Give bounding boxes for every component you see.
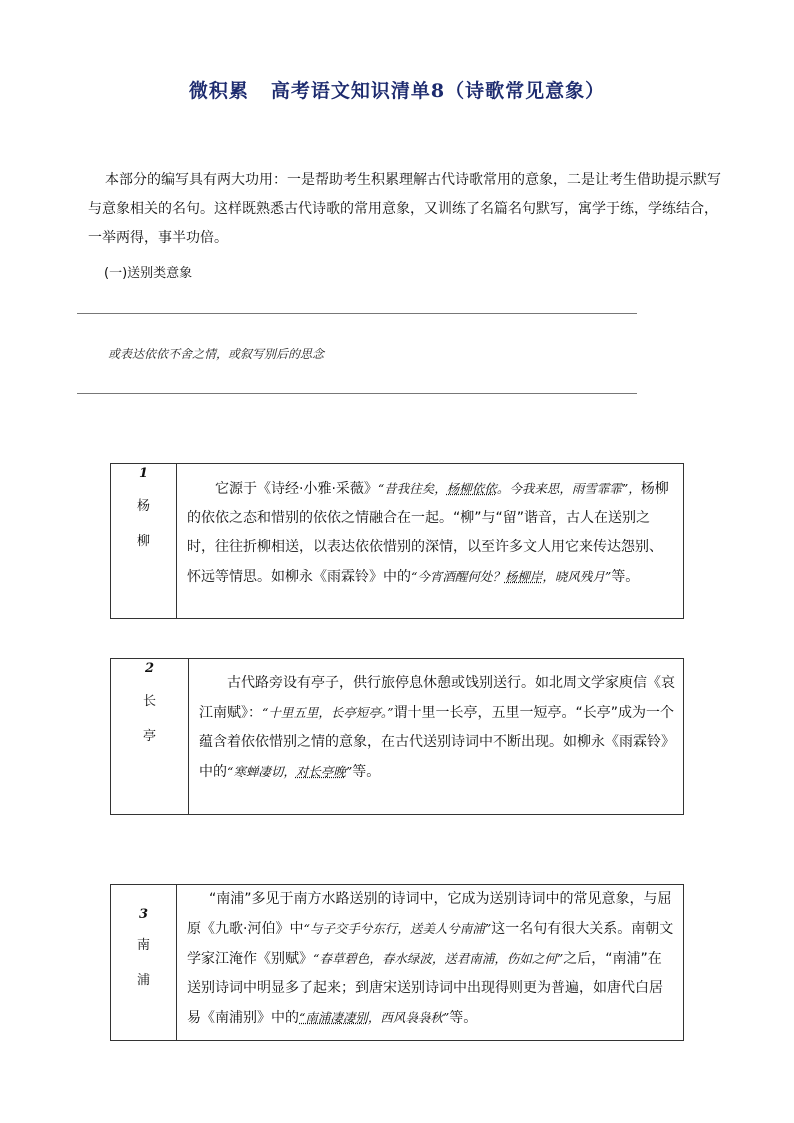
card-char: 柳 — [136, 534, 150, 549]
title-prefix: 微积累 — [188, 80, 249, 102]
card-number: 1 — [138, 466, 149, 481]
card-char: 长 — [142, 694, 156, 709]
imagery-card-1 — [110, 463, 684, 619]
intro-paragraph: 本部分的编写具有两大功用：一是帮助考生积累理解古代诗歌常用的意象，二是让考生借助提示默写与意象相关的名句。这样既熟悉古代诗歌的常用意象，又训练了名篇名句默写，寓学于练，学练结合，一举两得，事半功倍。 — [88, 172, 721, 246]
card-text: 古代路旁设有亭子，供行旅停息休憩或饯别送行。如北周文学家庾信《哀江南赋》：“十里五里，长亭短亭。”谓十里一长亭，五里一短亭。“长亭”成为一个蕴含着依依惜别之情的意象，在古代送别诗词中不断出现。如柳永《雨霖铃》中的“寒蝉凄切，对长亭晚”等。 — [199, 675, 675, 780]
card-number: 3 — [138, 907, 149, 922]
imagery-card-2 — [110, 658, 684, 815]
divider-bottom — [77, 393, 637, 394]
card-char: 杨 — [136, 499, 150, 514]
quote: “昔我往矣， — [377, 481, 447, 496]
quote-key: 对长亭晚 — [295, 764, 346, 779]
imagery-card-3 — [110, 884, 684, 1041]
section-heading: (一)送别类意象 — [104, 266, 193, 281]
quote: “寒蝉凄切， — [227, 764, 296, 779]
card-label — [111, 885, 177, 1040]
quote-key: 杨柳依依 — [446, 481, 497, 496]
card-number: 2 — [144, 661, 155, 676]
quote: “与子交手兮东行，送美人兮南浦” — [303, 921, 492, 936]
card-text: “南浦”多见于南方水路送别的诗词中，它成为送别诗词中的常见意象，与屈原《九歌·河伯》中“与子交手兮东行，送美人兮南浦”这一名句有很大关系。南朝文学家江淹作《别赋》“春草碧色，春水绿波，送君南浦，伤如之何”之后，“南浦”在送别诗词中明显多了起来；到唐宋送别诗词中出现得则更为普遍，如唐代白居易《南浦别》中的“南浦凄凄别，西风袅袅秋”等。 — [187, 891, 674, 1026]
card-label — [111, 659, 189, 814]
quote: “今宵酒醒何处？ — [411, 569, 505, 584]
page-title — [0, 76, 794, 103]
quote: “春草碧色，春水绿波，送君南浦，伤如之何” — [313, 951, 564, 966]
card-text: 它源于《诗经·小雅·采薇》“昔我往矣，杨柳依依。今我来思，雨雪霏霏”，杨柳的依依之态和惜别的依依之情融合在一起。“柳”与“留”谐音，古人在送别之时，往往折柳相送，以表达依依惜别的深情，以至许多文人用它来传达怨别、怀远等情思。如柳永《雨霖铃》中的“今宵酒醒何处？杨柳岸，晓风残月”等。 — [187, 481, 669, 585]
card-label — [111, 464, 177, 618]
card-char: 亭 — [142, 729, 156, 744]
card-char: 浦 — [136, 973, 150, 988]
divider-top — [77, 313, 637, 314]
quote-key: 杨柳岸 — [504, 569, 543, 584]
quote: “十里五里，长亭短亭。” — [262, 705, 394, 720]
card-char: 南 — [136, 938, 150, 953]
quote-key: “南浦凄凄别 — [299, 1010, 368, 1025]
title-main: 高考语文知识清单8（诗歌常见意象） — [270, 80, 606, 102]
section-note: 或表达依依不舍之情，或叙写别后的思念 — [108, 347, 325, 361]
